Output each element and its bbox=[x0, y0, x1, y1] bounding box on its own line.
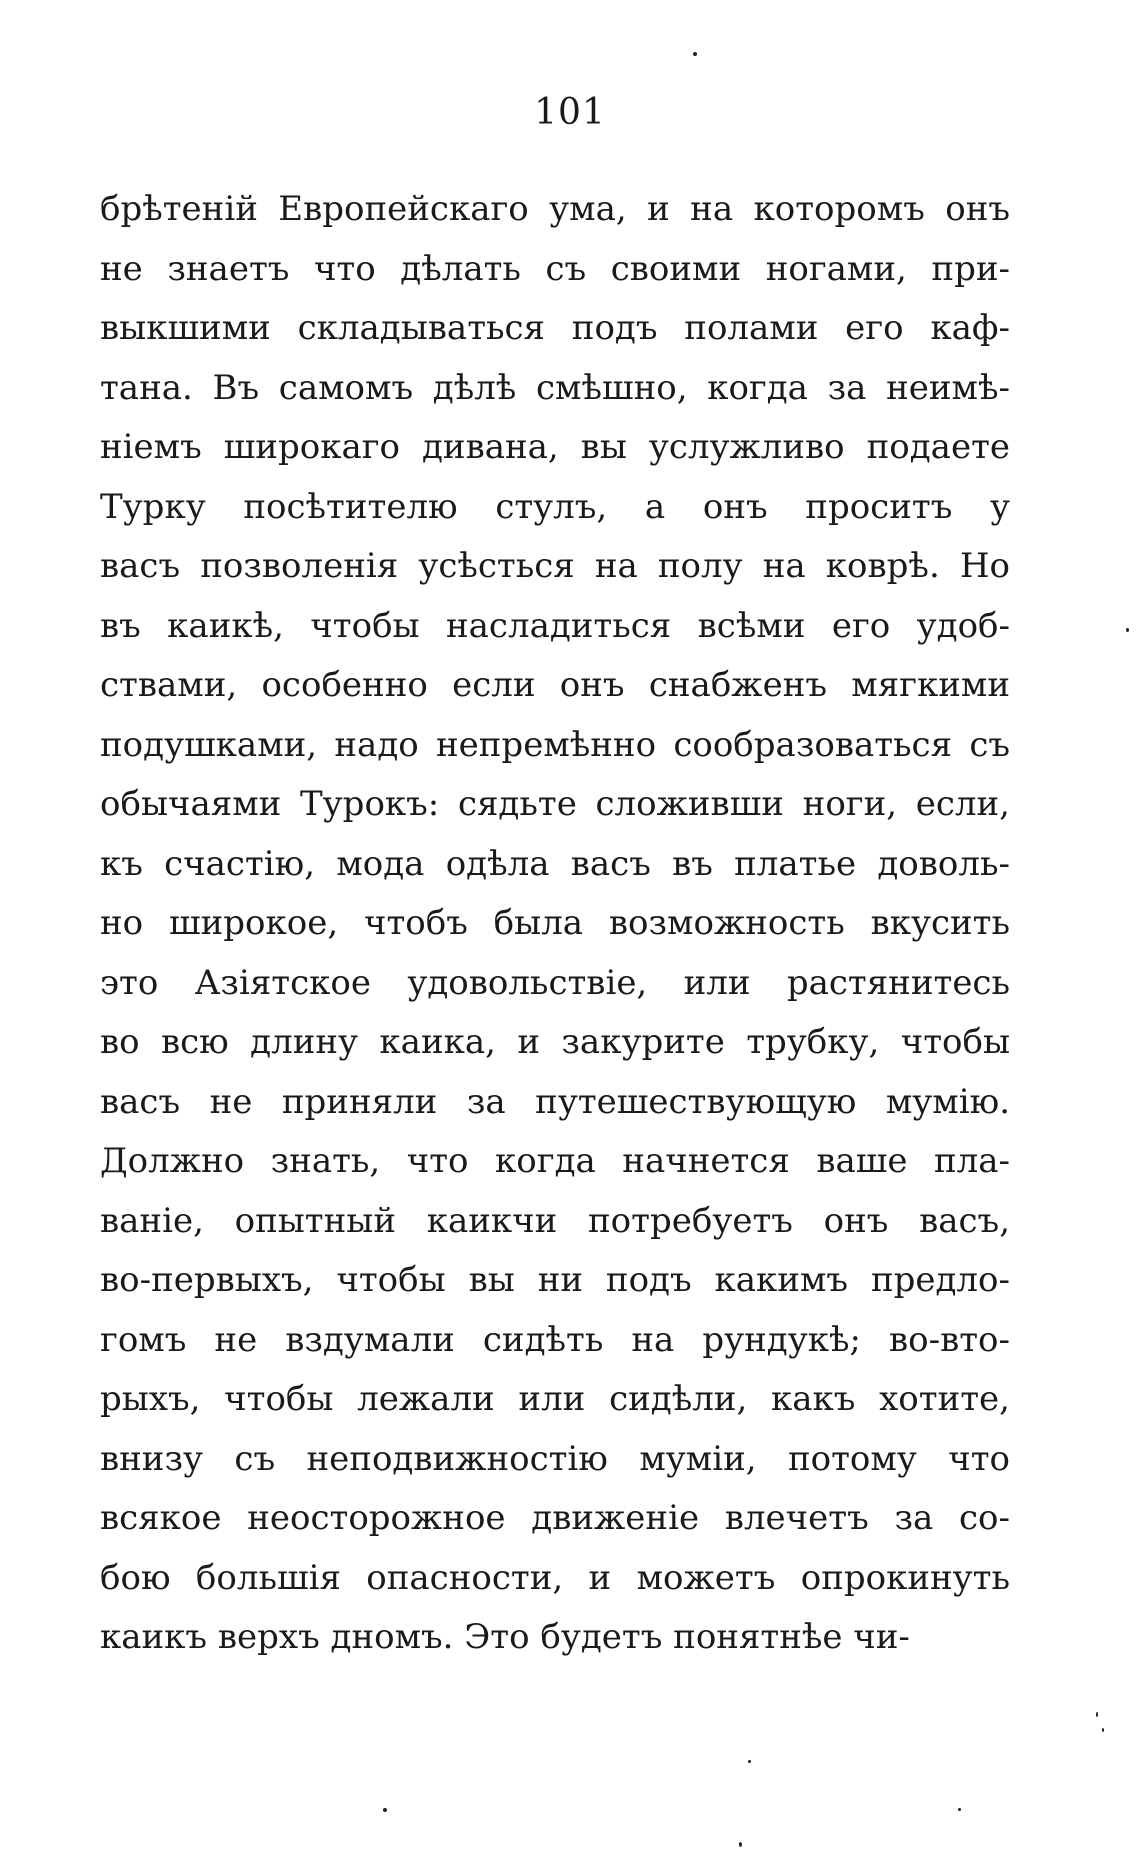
text-line: ванiе, опытный каикчи потребуетъ онъ васъ, bbox=[100, 1200, 1010, 1241]
text-line: но широкое, чтобъ была возможность вкусить bbox=[100, 903, 1010, 943]
text-line: къ счастiю, мода одѣла васъ въ платье доволь- bbox=[100, 843, 1010, 884]
print-speck bbox=[748, 1760, 751, 1763]
text-line: бою большiя опасности, и можетъ опрокинуть bbox=[100, 1557, 1010, 1598]
text-line: гомъ не вздумали сидѣть на рундукѣ; во-вто- bbox=[100, 1319, 1010, 1360]
text-line: ствами, особенно если онъ снабженъ мягкими bbox=[100, 665, 1010, 705]
print-speck bbox=[693, 52, 697, 56]
text-line: Должно знать, что когда начнется ваше пла- bbox=[100, 1141, 1010, 1181]
print-speck bbox=[1126, 628, 1129, 632]
text-line: подушками, надо непремѣнно сообразоваться съ bbox=[100, 724, 1010, 765]
text-line: во всю длину каика, и закурите трубку, чтобы bbox=[100, 1022, 1010, 1062]
text-line: это Азiятское удовольствiе, или растянитесь bbox=[100, 962, 1010, 1003]
text-line: тана. Въ самомъ дѣлѣ смѣшно, когда за неимѣ- bbox=[100, 367, 1010, 408]
text-line: васъ не приняли за путешествующую мумiю. bbox=[100, 1081, 1010, 1122]
text-line: выкшими складываться подъ полами его каф- bbox=[100, 308, 1010, 348]
print-speck bbox=[739, 1842, 742, 1847]
print-speck bbox=[383, 1808, 387, 1812]
page-number: 101 bbox=[534, 92, 606, 133]
text-line: всякое неосторожное движенiе влечетъ за со- bbox=[100, 1498, 1010, 1538]
text-line: васъ позволенiя усѣсться на полу на коврѣ. Но bbox=[100, 546, 1010, 586]
text-line: обычаями Турокъ: сядьте сложивши ноги, если, bbox=[100, 784, 1010, 824]
text-line: брѣтенiй Европейскаго ума, и на которомъ онъ bbox=[100, 189, 1010, 229]
text-line: внизу съ неподвижностiю мумiи, потому что bbox=[100, 1438, 1010, 1479]
print-speck bbox=[1096, 1712, 1098, 1717]
text-line: во-первыхъ, чтобы вы ни подъ какимъ предло- bbox=[100, 1260, 1010, 1300]
text-line: нiемъ широкаго дивана, вы услужливо подаете bbox=[100, 427, 1010, 467]
text-line: не знаетъ что дѣлать съ своими ногами, при- bbox=[100, 248, 1010, 289]
text-line: рыхъ, чтобы лежали или сидѣли, какъ хотите, bbox=[100, 1379, 1010, 1419]
print-speck bbox=[1102, 1728, 1104, 1732]
body-text bbox=[100, 180, 1010, 1668]
print-speck bbox=[958, 1808, 961, 1811]
text-line: каикъ верхъ дномъ. Это будетъ понятнѣе чи- bbox=[100, 1617, 910, 1657]
text-line: въ каикѣ, чтобы насладиться всѣми его удоб- bbox=[100, 605, 1010, 646]
text-line: Турку посѣтителю стулъ, а онъ проситъ у bbox=[100, 486, 1010, 527]
